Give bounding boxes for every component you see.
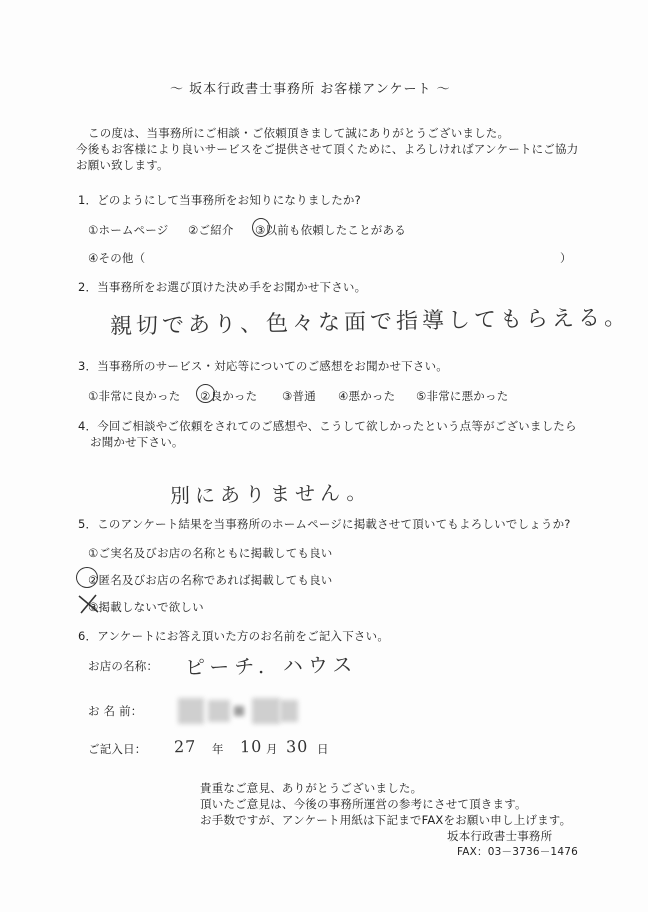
q4-handwritten-answer: 別にありません。 [169, 480, 372, 508]
q1-option-2: ②ご紹介 [188, 223, 234, 237]
shop-name-handwritten: ピーチ．ハウス [184, 652, 358, 680]
q4-question-line-1: 4．今回ご相談やご依頼をされてのご感想や、こうして欲しかったという点等がございましたら [78, 419, 577, 433]
day-unit: 日 [317, 742, 329, 756]
date-label: ご記入日： [88, 742, 147, 756]
q3-option-4: ④悪かった [338, 389, 396, 403]
q1-option-4-close: ） [560, 251, 572, 265]
closing-line-1: 貴重なご意見、ありがとうございました。 [200, 781, 423, 795]
q5-option-1: ①ご実名及びお店の名称ともに掲載しても良い [88, 546, 333, 560]
date-year-handwritten: 27 [173, 736, 197, 757]
survey-title: ～ 坂本行政書士事務所 お客様アンケート ～ [170, 82, 451, 97]
q1-option-3: ③以前も依頼したことがある [255, 223, 406, 237]
q5-cross-mark [76, 592, 102, 616]
month-unit: 月 [266, 742, 278, 756]
q3-selection-circle [196, 384, 215, 403]
intro-line-3: お願い致します。 [76, 158, 169, 172]
q3-question: 3．当事務所のサービス・対応等についてのご感想をお聞かせ下さい。 [78, 359, 448, 373]
q3-option-3: ③普通 [282, 389, 316, 403]
q4-question-line-2: お聞かせ下さい。 [90, 435, 184, 449]
office-fax: FAX：03－3736－1476 [457, 846, 578, 858]
q6-question: 6．アンケートにお答え頂いた方のお名前をご記入下さい。 [78, 629, 390, 643]
date-month-handwritten: 10 [239, 736, 263, 757]
intro-line-2: 今後もお客様により良いサービスをご提供させて頂くために、よろしければアンケートにご協力 [76, 142, 579, 156]
q3-option-5: ⑤非常に悪かった [416, 389, 509, 403]
q2-handwritten-answer: 親切であり、色々な面で指導してもらえる。 [109, 305, 631, 340]
closing-line-2: 頂いたご意見は、今後の事務所運営の参考にさせて頂きます。 [200, 797, 527, 811]
q3-option-1: ①非常に良かった [88, 389, 181, 403]
intro-line-1: この度は、当事務所にご相談・ご依頼頂きまして誠にありがとうございました。 [88, 126, 510, 140]
q5-option-3: ③掲載しないで欲しい [88, 600, 204, 614]
q1-option-1: ①ホームページ [88, 223, 169, 237]
shop-name-label: お店の名称： [88, 659, 159, 673]
year-unit: 年 [212, 742, 224, 756]
q1-selection-circle [252, 218, 270, 237]
q5-selection-circle [76, 567, 98, 588]
date-day-handwritten: 30 [285, 736, 309, 757]
q2-question: 2．当事務所をお選び頂けた決め手をお聞かせ下さい。 [78, 280, 367, 294]
q1-question: 1．どのようにして当事務所をお知りになりましたか? [78, 193, 361, 207]
name-label: お 名 前： [88, 704, 143, 718]
q5-option-2: ②匿名及びお店の名称であれば掲載しても良い [88, 573, 333, 587]
office-name: 坂本行政書士事務所 [447, 829, 553, 843]
q1-option-4: ④その他（ [88, 251, 146, 265]
closing-line-3: お手数ですが、アンケート用紙は下記までFAXをお願い申し上げます。 [200, 813, 572, 827]
q3-option-2: ②良かった [200, 389, 258, 403]
q5-question: 5．このアンケート結果を当事務所のホームページに掲載させて頂いてもよろしいでしょうか? [78, 517, 571, 531]
